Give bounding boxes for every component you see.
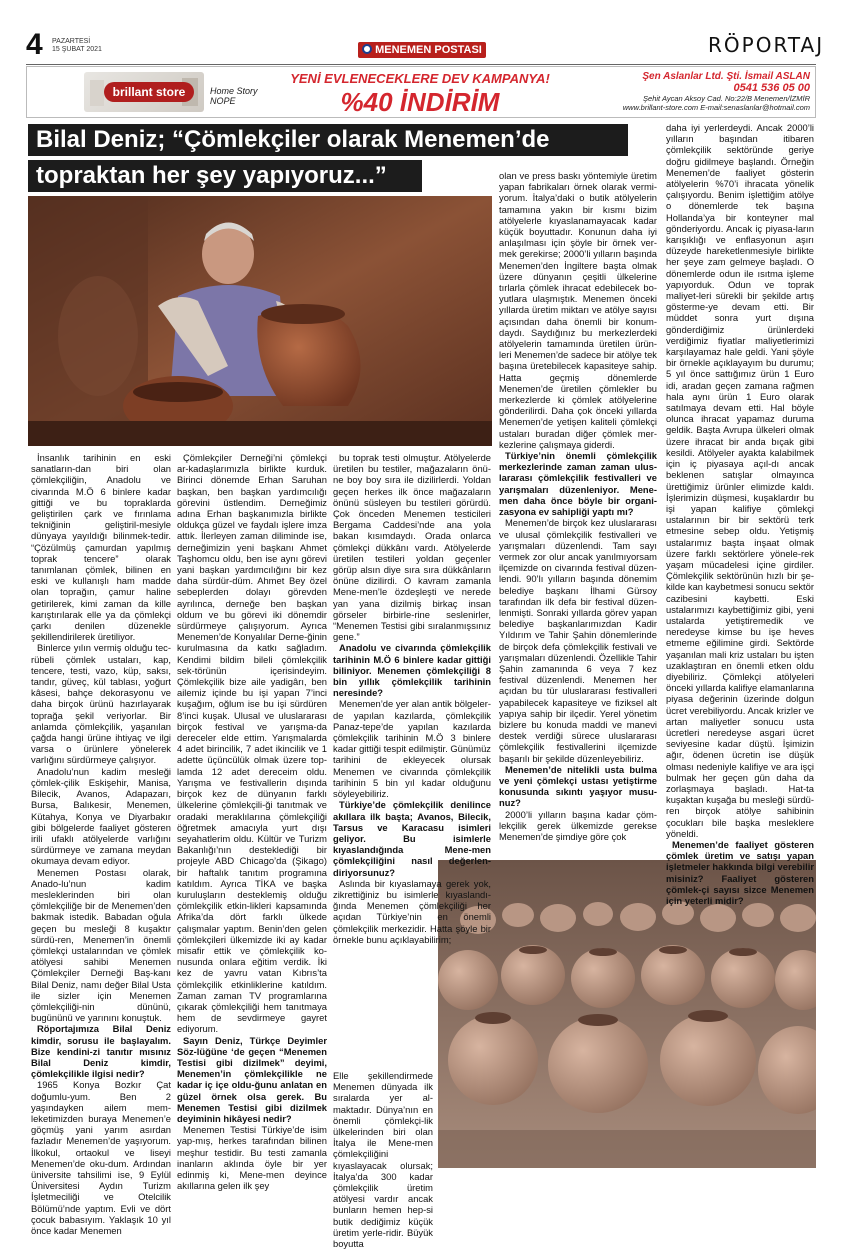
paragraph: bu toprak testi olmuştur. Atölyelerde üretilen bu testiler, mağazaların önü-ne boy boy sıra ile dizilirlerdi. Yoldan geçen herkes ilk önce mağazaların önünü süsleyen bu testileri görürdü. Çok önceden Menemen testicileri Bergama Caddesi’nde ana yola bakan kısımdaydı. Orada onlarca çömlekçi dükkânı vardı. Atölyelerde üretilen testileri yoldan geçenler görüp alsın diye sıra sıra dükkânların önüne dizilirdi. O kavram zamanla Mene-men’le özdeşleşti ve nerede yan yana dizilmiş birkaç insan görseler birbirle-rine seslenirler, “Menemen Testisi gibi sıralanmışsınız gene.” — [333, 452, 491, 643]
interview-question: Sayın Deniz, Türkçe Deyimler Söz-lüğüne ‘de geçen “Menemen Testisi gibi dizilmek” deyimi, Menemen’in çömlekçilikle ne kadar iç içe oldu-ğunu anlatan en güzel örnek olsa gerek. Bu Menemen Testisi gibi dizilmek deyiminin hikâyesi nedir? — [177, 1034, 327, 1124]
newspaper-masthead — [358, 42, 486, 58]
interview-question: Menemen’de nitelikli usta bulma ve yeni çömlekçi ustası yetiştirme konusunda sıkıntı yaşıyor musu-nuz? — [499, 763, 657, 809]
paragraph: Menemen Testisi Türkiye’de isim yap-mış, herkes tarafından bilinen meşhur testidir. Bu testi zamanla inanların aklında öyle bir yer edinmiş ki, Mene-men deyince akıllarına gelen ilk şey — [177, 1124, 327, 1192]
ad-contact — [560, 71, 810, 112]
interview-question: Türkiye’de çömlekçilik denilince akıllara ilk başta; Avanos, Bilecik, Tarsus ve Karacasu isimleri geliyor. Bu isimlerle kıyaslandığında Mene-men çömlekçiliğini nasıl değerlen-diriyorsunuz? — [333, 799, 491, 878]
interview-question: Menemen’de faaliyet gösteren çömlek üretim ve satışı yapan işletmeler hakkında bilgi verebilir misiniz? Faaliyet gösteren çömlek-çi sayısı sizce Menemen için yeterli midir? — [666, 839, 814, 907]
article-column-2 — [177, 452, 327, 1191]
masthead-logo-icon — [362, 44, 372, 54]
headline-line-2: topraktan her şey yapıyoruz...” — [28, 160, 422, 192]
ad-home-story-text: Home Story — [210, 86, 258, 96]
paragraph: Çömlekçiler Derneği’ni çömlekçi ar-kadaşlarımızla birlikte kurduk. Birinci dönemde Erhan Saruhan başkan, ben başkan yardımcılığı görevini üstlendim. Derneğimiz adına Erhan başkanımızla birlikte oldukça güzel ve faydalı işlere imza attık. İlerleyen zaman diliminde ise, derneğimizin yeni başkanı Ahmet Taşhomcu oldu, ben ise aynı görevi yani başkan yardımcılığını bir kez daha sürdür-düm. Ahmet Bey özel sebeplerden dolayı görevden ayrılınca, derneğe ben başkan oldum ve bu görevi iki dönemdir sürdürmeye çalışıyorum. Ayrıca Menemen’de Konyalılar Derne-ğinin kurulmasına da katkı sağladım. Kendimi bildim bileli çömlekçilik sek-törünün içerisindeyim. Çömlekçilik bize aile yadigârı, ben ailemiz içinde bu işi yapan 7’inci kuşağım, oğlum ise bu işi sürdüren 8’inci kuşak. Ulusal ve uluslararası birçok festival ve yarışma-da dereceler elde ettim. Yarışmalarda 4 adet birincilik, 7 adet ikincilik ve 1 adette üçüncülük olmak üzere top-lamda 12 adet dereceim oldu. Yarışma ve festivallerin dışında birçok kez de dünyanın farklı ülkelerine çömlekçili-ği tanıtmak ve oradaki meraklılarına çömlekçiliği öğretmek amacıyla yurt dışı seyahatlerim oldu. Kültür ve Turizm Bakanlığı’nın desteklediği bir projeyle ABD Chicago’da (Şikago) bir haftalık tanıtım programına katıldım. Ayrıca TİKA ve başka kuruluşların desteklemiş olduğu çömlekçilik etkin-likleri kapsamında Afrika’da dört farklı ülkede çalışmalar yaptım. Benin’den gelen çömlekçileri ülkemizde iki ay kadar misafir ettik ve çömlekçilik ko-nusunda onlara eğitim verdik. İki kez de yavru vatan Kıbrıs’ta çömlekçilik etkinliklerine katıldım. Zaman zaman TV programlarına çıkarak çömlekçiliği hem tanıtmaya hem de sevdirmeye gayret ediyorum. — [177, 452, 327, 1035]
article-column-5 — [666, 122, 814, 906]
ad-company: Şen Aslanlar Ltd. Şti. İsmail ASLAN — [642, 71, 810, 82]
page-date-text: 15 ŞUBAT 2021 — [52, 46, 102, 53]
potter-at-wheel-illustration — [28, 196, 492, 446]
ad-address: Şehit Aycan Aksoy Cad. No:22/B Menemen/İZMİR — [643, 94, 810, 103]
header-divider — [26, 64, 816, 65]
paragraph: Menemen’de yer alan antik bölgeler-de yapılan kazılarda, çömlekçilik Panaz-tepe’de yapılan kazılarda çömlekçilik tarihinin M.Ö 3 binlere kadar gittiği tespit edilmiştir. Günümüz tarihini de ekleyecek olursak Menemen ve civarında çömlekçilik tarihinin 5 bin yıl kadar olduğunu söyleyebiliriz. — [333, 698, 491, 800]
article-column-4 — [499, 170, 657, 842]
masthead-title: MENEMEN POSTASI — [375, 44, 482, 56]
paragraph: Aslında bir kıyaslamaya gerek yok, zikrettiğiniz bu isimlerle kıyaslandı-ğında Menemen çömlekçiliği her açıdan Türkiye’nin en önemli çömlekçilik merkezidir. Hatta şöyle bir örnekle bunu açıklayabilirim; — [333, 877, 491, 945]
paragraph: Anadolu’nun kadim mesleği çömlek-çilik Eskişehir, Manisa, Bilecik, Avanos, Adapazarı, Bursa, Balıkesir, Menemen, Kütahya, Konya ve Diyarbakır gibi bölgelerde faaliyet gösteren irili ufaklı atölyelerde varlığını sürdürmeye ve zamana meydan okumaya devam ediyor. — [31, 765, 171, 867]
paragraph: İnsanlık tarihinin en eski sanatların-dan biri olan çömlekçiliğin, Anadolu ve civarında M.Ö 6 binlere kadar gittiği ve bu topraklarda geliştirilen çark ve fırınlama tekniğinin geliştiril-mesiyle dünyaya yayıldığı bilinmek-tedir. “Çözülmüş çamurdan yapılmış toprak tencere” olarak tanımlanan çömlek, bilinen en eski ve kullanışlı ham madde olan toprağın, çamur haline getirilerek, kimi zaman da kille karıştırılarak elle ya da çömlekçi çarkı denilen düzenekle şekillendirilerek üretiliyor. — [31, 452, 171, 643]
paragraph: 1965 Konya Bozkır Çat doğumlu-yum. Ben 2 yaşındayken ailem mem-leketimizden buraya Menemen’e göçmüş yani yarım asırdan fazladır Menemen’de yaşıyorum. İlkokul, ortaokul ve liseyi Menemen’de oku-dum. Ardından üniversite tahsilimi ise, 9 Eylül Üniversitesi Aydın Turizm İşletmeciliği ve Otelcilik Bölümü’nde yaptım. Evli ve dört çocuk babasıyım. Yaklaşık 10 yıl önce kadar Menemen — [31, 1079, 171, 1237]
ad-campaign: YENİ EVLENECEKLERE DEV KAMPANYA! — [290, 71, 550, 86]
paragraph: Elle şekillendirmede Menemen dünyada ilk sıralarda yer al-maktadır. Dünya’nın en önemli çömlekçi-lik ülkelerinden biri olan İtalya ile Mene-men çömlekçiliğini kıyaslayacak olursak; İtalya’da 300 kadar çömlekçilik üretim atölyesi vardır ancak bunların hemen hep-si butik dediğimiz küçük üretim yerle-ridir. Büyük boyutta — [333, 1070, 433, 1249]
paragraph: Menemen Postası olarak, Anado-lu’nun kadim mesleklerinden biri olan çömlekçiliğe bir de Menemen’den bakmak istedik. Babadan oğula geçen bu mesleği 8 kuşaktır sürdü-ren, Menemen’in önemli çömlekçi ustalarından ve çömlek atölyesi sahibi Menemen Çömlekçiler Derneği Baş-kanı Bilal Deniz, namı değer Bilal Usta ile sizler için Menemen çömlekçiliği-nin dününü, bugününü ve yarınını konuştuk. — [31, 866, 171, 1024]
paragraph: 2000’li yılların başına kadar çöm-lekçilik gerek ülkemizde gerekse Menemen’de şimdiye göre çok — [499, 808, 657, 842]
ad-home-story — [210, 86, 258, 106]
section-title: RÖPORTAJ — [708, 33, 825, 57]
paragraph: daha iyi yerlerdeydi. Ancak 2000’li yılların başından itibaren çömlekçilik sektöründe geriye doğru gidilmeye başlandı. Örneğin Menemen’de faaliyet gösterin atölyelerin %70’i ihracata yönelik çalışıyordu. Benim işlettiğim atölye o dönemlerde tek başına Hollanda’ya bir konteyner mal gönderiyordu. Ancak iç piyasa-ların karışıklığı ve enflasyonun aşırı düzeyde hareketlenmesiyle birlikte her şeye zam gelmeye başladı. O dönemlerde odun ile ısıtma işleme yapıyorduk. Odun ve toprak maliyet-leri sürekli bir şekilde artış gösterme-ye devam etti. Bir müddet sonra yurt dışına gönderdiğimiz ürünlerdeki verdiğimiz fiyatlar maliyetlerimizi karşılayamaz hale geldi. Yani şöyle bir örnekle açıklayayım bu durumu; 5 yıl önce sattığımız ürün 1 Euro idi, aradan geçen zamana rağmen hala aynı ürün 1 Euro olarak satılmaya devam etti. Hal böyle olunca ihracat yapamaz duruma geldik. Başta Avrupa ülkeleri olmak üzere ihracat bir anda bıçak gibi kesildi. Atölyeler ayakta kalabilmek için iç piyasaya açıl-dı ancak beklenen satışlar olmayınca ürettiğimiz ürünler elimizde kaldı. İşlerimizin düşmesi, kuşaklardır bu işi yapan kalifiye çömlekçi ustalarının bir bir sektörü terk etmesine sebep oldu. Yetişmiş ustalarımız başta inşaat olmak üzere farklı sektörlere yönele-rek yaşam mücadelesi içine girdiler. Çömlekçilik sektörünün hızlı bir şe-kilde kan kaybetmesi sonucu sektör cazibesini kaybetti. Eski ustalarımızı kaybettiğimiz gibi, yeni ustalarda yetiştiremedik ve neredeyse kimse bu işe heves etmeme eğilimine girdi. Sektörde yaşanılan mali kriz ustaları bu işten uzaklaştıran en önemli etken oldu diyebiliriz. Çömlekçi atölyeleri önceki yıllarda kalifiye elamanlarına piyasa değerinin üzerinde dolgun ücret verebiliyordu. Ancak krizler ve artan maliyetler sonucu usta ücretleri neredeyse asgari ücret seviyesine kadar düştü. İşimizin ağır, ödenen ücretin ise düşük olması nedeniyle kalifiye ve ara işçi bulmak her geçen gün daha da zorlaşmaya başladı. Hat-ta kuşaktan kuşağa bu mesleği sürdü-ren birçok atölye sahibinin çocukları bile başka mesleklere yöneldi. — [666, 122, 814, 839]
paragraph: olan ve press baskı yöntemiyle üretim yapan fabrikaları örnek olarak vermi-yorum. İtalya’daki o butik atölyelerin tamamına yakın bir kısmı bizim atölyelerle kıyaslanamayacak kadar küçük boyuttadır. Konunun daha iyi anlaşılması için şöyle bir örnek ver-mek gerekirse; 2000’li yılların başında Menemen’den İngiltere başta olmak üzere dünyanın çeşitli ülkelerine tırlarla çömlek ihracat edebilecek bo-yutlara ulaşmıştık. Menemen önceki yıllarda üretim miktarı ve atölye sayısı açısından daha önemli bir konum-daydı. Saydığınız bu merkezlerdeki atölyelerin tamamında üretilen ürün-leri Menemen’de sadece bir atölye tek başına üretebilecek kapasiteye sahip. Hatta geçmiş dönemlerde Menemen’de üretilen çömlekler bu merkezlerde ki çömlek atölyelerine gönderilirdi. Daha çok önceki yıllarda Menemen’de yetişen kaliteli çömlekçi ustaları buradan diğer çömlek mer-kezlerine çalışmaya giderdi. — [499, 170, 657, 450]
paragraph: Menemen’de birçok kez uluslararası ve ulusal çömlekçilik festivalleri ve yarışmaları düzenlendi. Tam sayı vermek zor olur ancak yanılmıyorsam ilçemizde on civarında festival düzen-lendi. 90’lı yılların başında dönemim belediye başkanı İlhami Gürsoy tarafından ilk defa bir festival düzen-lenmişti. Sonraki yıllarda görev yapan belediye başkanlarımızdan Kadir Yıldırım ve Tahir Şahin dönemlerinde de birçok defa çömlekçilik festivali ve yarışmaları düzenlendi. Özellikle Tahir Şahin zamanında 6 veya 7 kez festival düzenlendi. Menemen her açıdan bu tür uluslararası festivalleri yapabilecek kapasiteye ve fiziksel alt yapıya sahip bir ilçedir. Yerel yönetim bizlere bu konuda maddi ve manevi destek verdiği sürece uluslararası çömlekçilik festivallerini ilçemizde başarılı bir şekilde düzenleyebiliriz. — [499, 517, 657, 764]
interview-question: Anadolu ve civarında çömlekçilik tarihinin M.Ö 6 binlere kadar gittiği biliniyor. Menemen çömlekçiliği 8 bin yıllık çömlekçilik tarihinin neresinde? — [333, 642, 491, 699]
ad-discount: %40 İNDİRİM — [340, 87, 500, 117]
ad-nope-text: NOPE — [210, 96, 236, 106]
paragraph: Binlerce yılın vermiş olduğu tec-rübeli çömlek ustaları, kap, tencere, testi, vazo, küp, saksı, tandır, güveç, kül tablası, yoğurt kâsesi, bahçe dekorasyonu ve daha birçok ürünü hazırlayarak toprağa şekil veriyorlar. Bir anlamda çömlekçilik, yaşanılan çağda hangi ürüne ihtiyaç ve ilgi varsa o ürünlere yönelerek varlığını sürdürmeye çalışıyor. — [31, 642, 171, 766]
headline-line-1: Bilal Deniz; “Çömlekçiler olarak Menemen’de — [28, 124, 628, 156]
interview-question: Türkiye’nin önemli çömlekçilik merkezlerinde zaman zaman ulus-lararası çömlekçilik festivalleri ve yarışmaları düzenleniyor. Mene-men daha önce böyle bir organi-zasyona ev sahipliği yaptı mı? — [499, 450, 657, 518]
ad-web: www.brillant-store.com E-mail:senaslanlar@hotmail.com — [622, 103, 810, 112]
article-column-3 — [333, 452, 491, 945]
interview-question: Röportajımıza Bilal Deniz kimdir, sorusu ile başlayalım. Bize kendini-zi tanıtır mısınız Bilal Deniz kimdir, çömlekçilikle ilgisi nedir? — [31, 1023, 171, 1080]
ad-phone: 0541 536 05 00 — [733, 82, 810, 94]
page-date — [52, 38, 102, 54]
potter-photo — [28, 196, 492, 446]
article-column-3-continued — [333, 1070, 433, 1249]
article-column-1 — [31, 452, 171, 1236]
page-number: 4 — [26, 28, 43, 61]
page-day: PAZARTESİ — [52, 38, 91, 45]
ad-logo: brillant store — [104, 82, 194, 102]
